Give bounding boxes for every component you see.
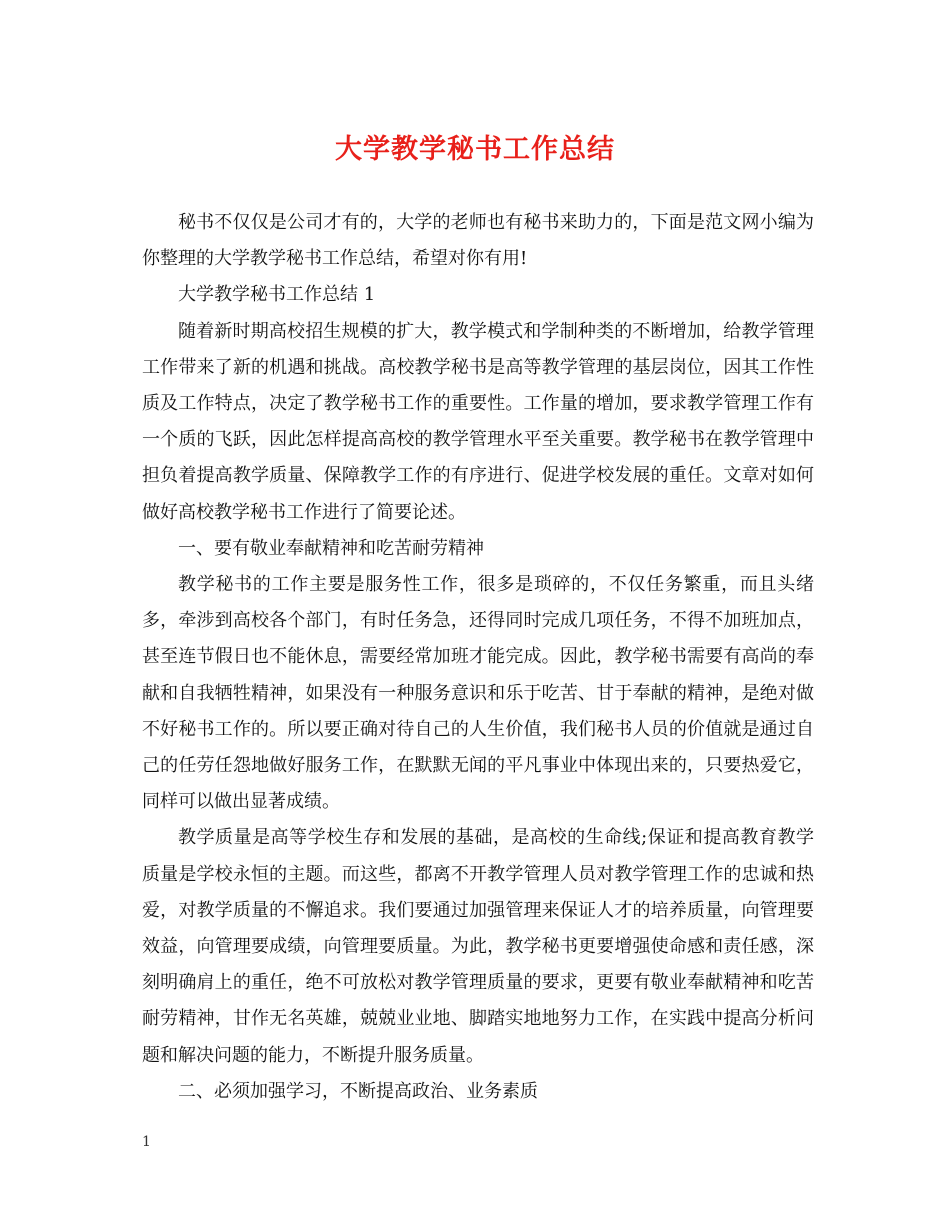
body-paragraph: 教学质量是高等学校生存和发展的基础，是高校的生命线;保证和提高教育教学质量是学校永恒的主题。而这些，都离不开教学管理人员对教学管理工作的忠诚和热爱，对教学质量的不懈追求。我们要通过加强管理来保证人才的培养质量，向管理要效益，向管理要成绩，向管理要质量。为此，教学秘书更要增强使命感和责任感，深刻明确肩上的重任，绝不可放松对教学管理质量的要求，更要有敬业奉献精神和吃苦耐劳精神，甘作无名英雄，兢兢业业地、脚踏实地地努力工作，在实践中提高分析问题和解决问题的能力，不断提升服务质量。: [142, 827, 814, 1066]
document-title: 大学教学秘书工作总结: [335, 134, 615, 165]
body-paragraph: 教学秘书的工作主要是服务性工作，很多是琐碎的，不仅任务繁重，而且头绪多，牵涉到高校各个部门，有时任务急，还得同时完成几项任务，不得不加班加点，甚至连节假日也不能休息，需要经常加班才能完成。因此，教学秘书需要有高尚的奉献和自我牺牲精神，如果没有一种服务意识和乐于吃苦、甘于奉献的精神，是绝对做不好秘书工作的。所以要正确对待自己的人生价值，我们秘书人员的价值就是通过自己的任劳任怨地做好服务工作，在默默无闻的平凡事业中体现出来的，只要热爱它，同样可以做出显著成绩。: [142, 574, 814, 813]
body-paragraph: 随着新时期高校招生规模的扩大，教学模式和学制种类的不断增加，给教学管理工作带来了新的机遇和挑战。高校教学秘书是高等教学管理的基层岗位，因其工作性质及工作特点，决定了教学秘书工作的重要性。工作量的增加，要求教学管理工作有一个质的飞跃，因此怎样提高高校的教学管理水平至关重要。教学秘书在教学管理中担负着提高教学质量、保障教学工作的有序进行、促进学校发展的重任。文章对如何做好高校教学秘书工作进行了简要论述。: [142, 320, 814, 523]
section-subtitle: 大学教学秘书工作总结 1: [178, 284, 376, 306]
page-number: 1: [142, 1134, 151, 1150]
section-heading-1: 一、要有敬业奉献精神和吃苦耐劳精神: [178, 537, 484, 559]
intro-paragraph: 秘书不仅仅是公司才有的，大学的老师也有秘书来助力的，下面是范文网小编为你整理的大学教学秘书工作总结，希望对你有用!: [142, 212, 814, 270]
document-body: [142, 205, 814, 1110]
section-heading-2: 二、必须加强学习，不断提高政治、业务素质: [178, 1080, 538, 1102]
